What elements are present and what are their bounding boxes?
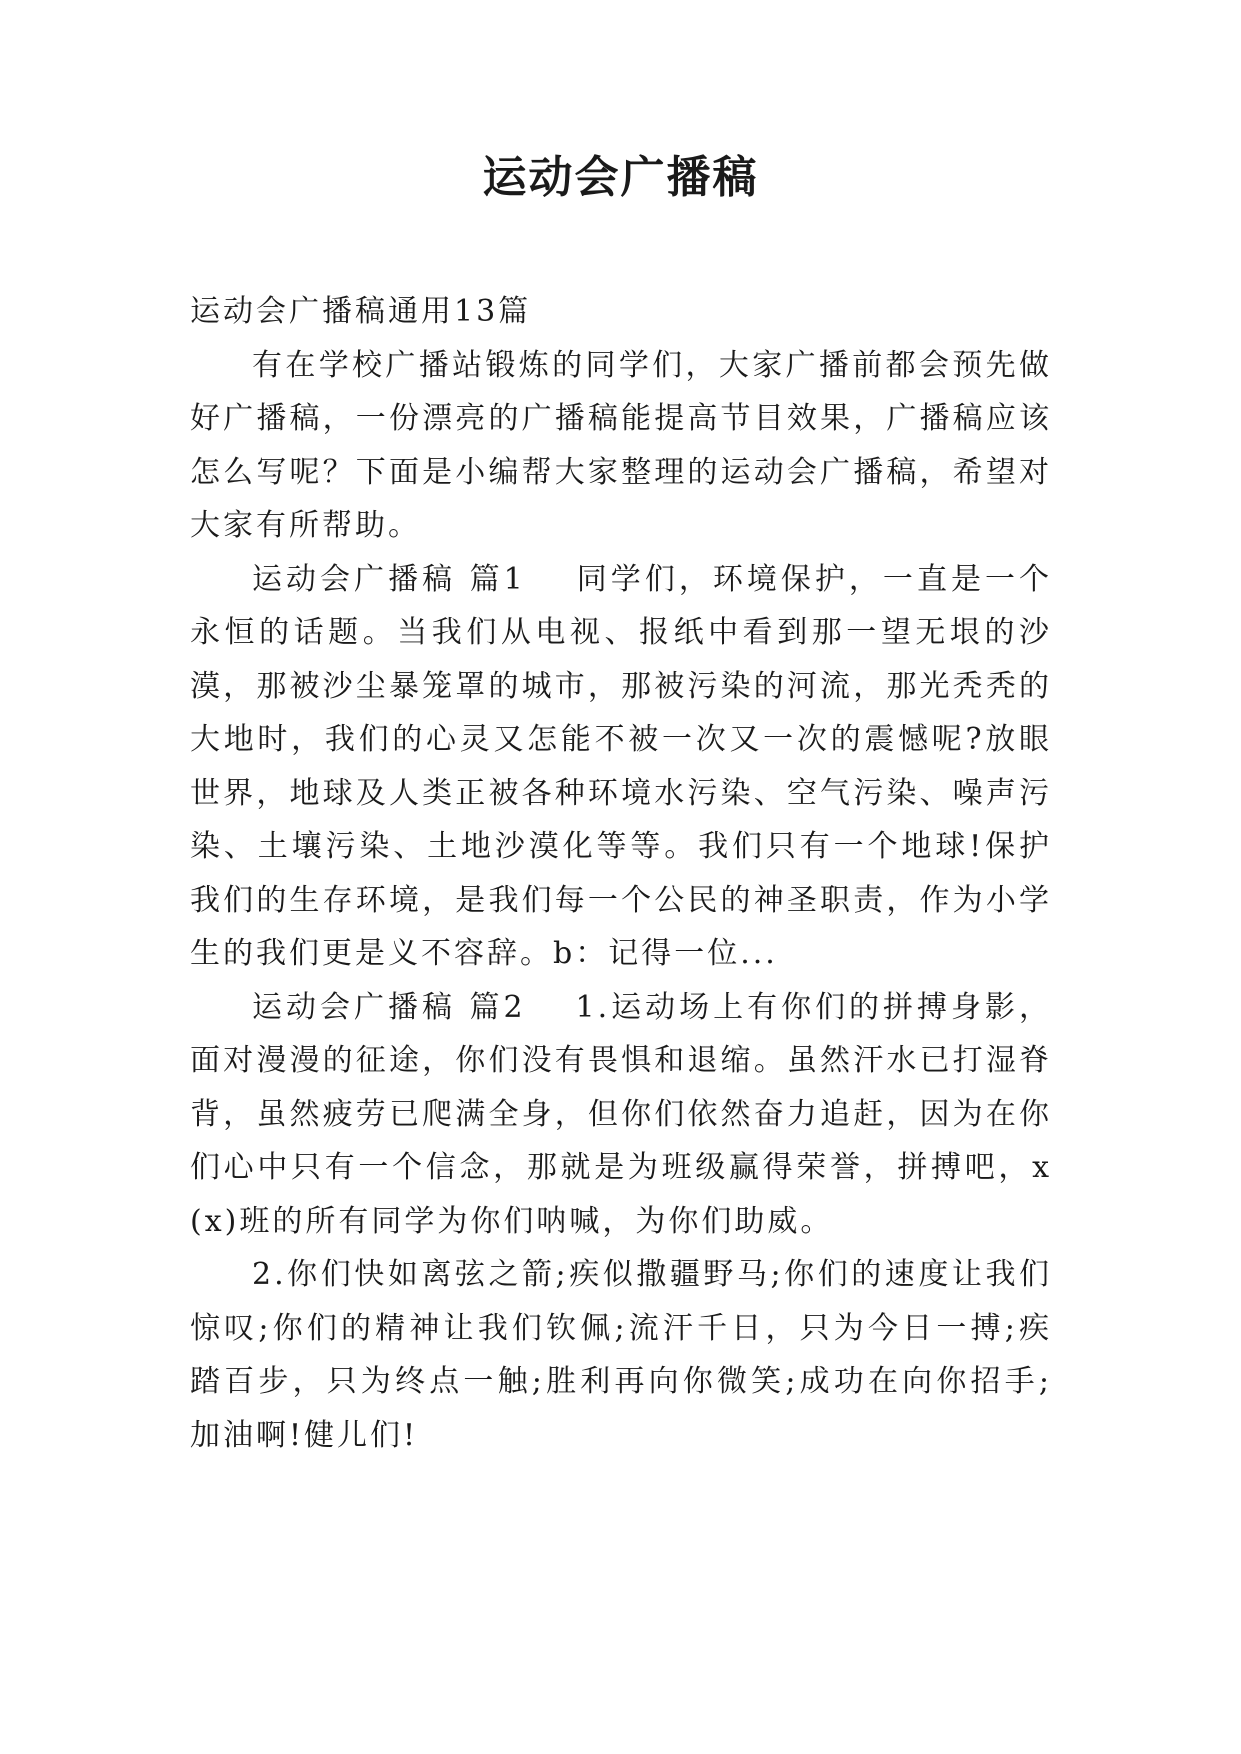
document-subtitle: 运动会广播稿通用13篇 [190,294,532,329]
section-1-heading: 运动会广播稿 篇1 [252,561,526,597]
section-2-paragraph-2: 2.你们快如离弦之箭;疾似撒疆野马;你们的速度让我们惊叹;你们的精神让我们钦佩;流汗千日，只为今日一搏;疾踏百步，只为终点一触;胜利再向你微笑;成功在向你招手;加油啊!健儿们! [190,1257,1052,1453]
section-1-paragraph [190,553,1052,981]
document-title: 运动会广播稿 [482,152,759,203]
section-2-text: 1.运动场上有你们的拼搏身影，面对漫漫的征途，你们没有畏惧和退缩。虽然汗水已打湿脊背，虽然疲劳已爬满全身，但你们依然奋力追赶，因为在你们心中只有一个信念，那就是为班级赢得荣誉，拼搏吧，x(x)班的所有同学为你们呐喊，为你们助威。 [190,989,1052,1239]
section-1-text: 同学们，环境保护，一直是一个永恒的话题。当我们从电视、报纸中看到那一望无垠的沙漠，那被沙尘暴笼罩的城市，那被污染的河流，那光秃秃的大地时，我们的心灵又怎能不被一次又一次的震憾呢?放眼世界，地球及人类正被各种环境水污染、空气污染、噪声污染、土壤污染、土地沙漠化等等。我们只有一个地球!保护我们的生存环境，是我们每一个公民的神圣职责，作为小学生的我们更是义不容辞。b：记得一位... [190,561,1053,971]
intro-paragraph: 有在学校广播站锻炼的同学们，大家广播前都会预先做好广播稿，一份漂亮的广播稿能提高节目效果，广播稿应该怎么写呢？下面是小编帮大家整理的运动会广播稿，希望对大家有所帮助。 [190,347,1052,543]
document-body [190,285,1052,1462]
section-2-heading: 运动会广播稿 篇2 [252,989,526,1025]
section-2-paragraph [190,981,1052,1249]
